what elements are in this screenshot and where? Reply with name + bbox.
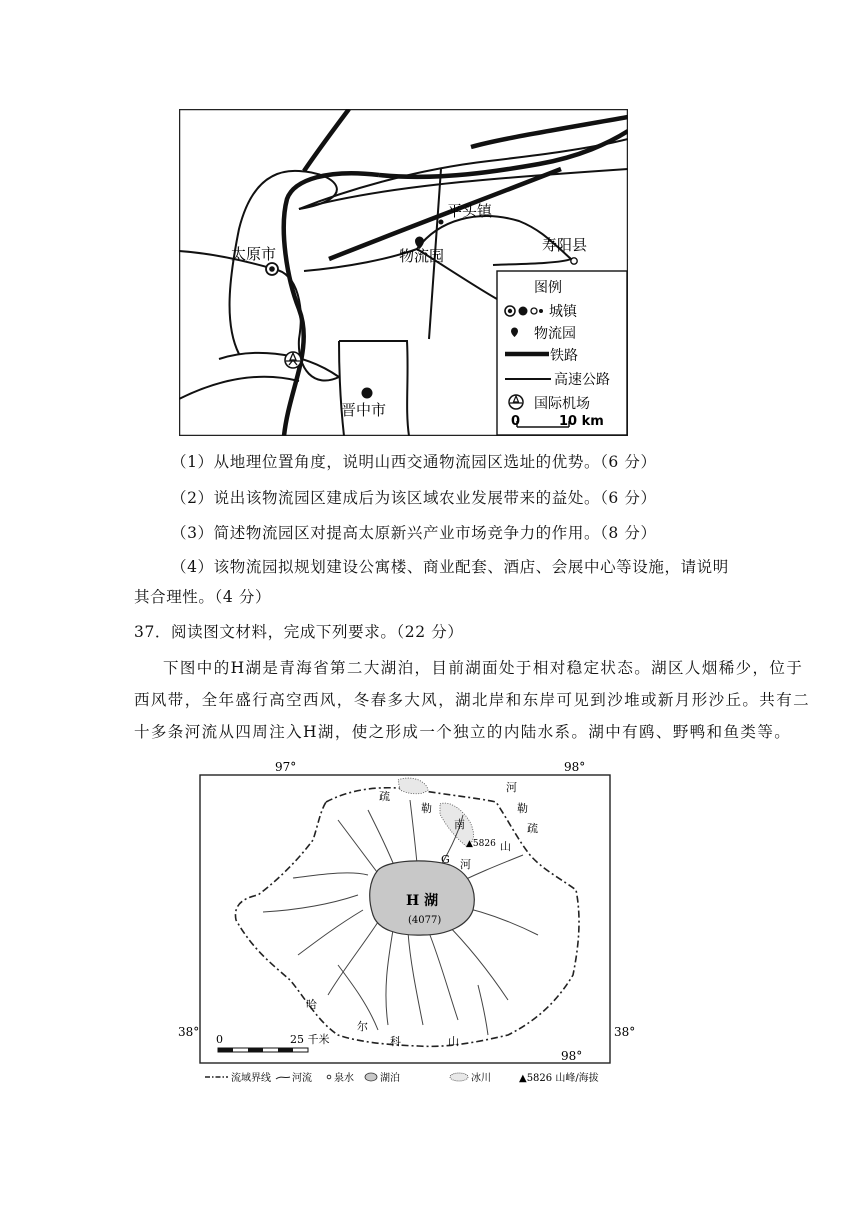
question-3: （3）简述物流园区对提高太原新兴产业市场竞争力的作用。（8 分） [171,524,657,542]
label-taiyuan: 太原市 [231,245,277,263]
question-1: （1）从地理位置角度，说明山西交通物流园区选址的优势。（6 分） [171,453,657,471]
material-line-1: 下图中的H湖是青海省第二大湖泊，目前湖面处于相对稳定状态。湖区人烟稀少，位于 [163,659,804,677]
legend-glacier: 冰川 [471,1073,491,1084]
lon-98-bottom: 98° [561,1049,583,1063]
material-line-3: 十多条河流从四周注入H湖，使之形成一个独立的内陆水系。湖中有鸥、野鸭和鱼类等。 [134,723,792,741]
lat-38-right: 38° [614,1025,636,1039]
legend-town: 城镇 [549,304,577,320]
label-he: 河 [460,858,471,871]
legend-airport: 国际机场 [534,396,590,412]
lake-name: H 湖 [406,893,439,909]
taiyuan-city-marker [266,263,278,275]
mountain-char: 勒 [517,802,528,815]
material-line-2: 西风带，全年盛行高空西风，冬春多大风，湖北岸和东岸可见到沙堆或新月形沙丘。共有二 [134,691,811,709]
logistics-map [179,109,628,436]
label-shouyang: 寿阳县 [542,236,588,254]
lon-98-top: 98° [564,760,586,774]
legend-park: 物流园 [534,326,576,342]
mountain-char: 疏 [527,822,538,835]
question-4-line-2: 其合理性。（4 分） [134,588,272,606]
label-jinzhong: 晋中市 [341,401,387,419]
legend-boundary: 流域界线 [231,1073,271,1084]
map1-legend [497,271,627,435]
legend-highway: 高速公路 [554,372,610,388]
legend-river: 河流 [292,1073,312,1084]
legend-peak: ▲5826 山峰/海拔 [519,1073,599,1084]
lon-97-top: 97° [275,760,297,774]
shouyang-county-marker [571,258,577,264]
lake-elevation: (4077) [408,915,442,926]
svg-text:25 千米: 25 千米 [290,1033,330,1046]
label-g: G [441,853,450,866]
svg-text:0: 0 [511,414,521,429]
question-37-heading: 37．阅读图文材料，完成下列要求。（22 分） [134,623,464,641]
map2-legend [205,1071,599,1084]
airport-icon [285,352,301,368]
question-4-line-1: （4）该物流园拟规划建设公寓楼、商业配套、酒店、会展中心等设施，请说明 [171,558,729,576]
legend-airport-icon [509,395,523,409]
label-pingtou: 平头镇 [447,202,493,220]
legend-title: 图例 [534,280,562,296]
mountain-char: 山 [500,840,511,853]
svg-text:10 km: 10 km [559,414,604,429]
label-wuliuyuan: 物流园 [399,247,445,265]
legend-lake: 湖泊 [380,1073,400,1084]
mountain-char: 南 [454,818,465,831]
mountain-char: 哈 [306,998,317,1011]
legend-railway: 铁路 [550,348,578,364]
question-2: （2）说出该物流园区建成后为该区域农业发展带来的益处。（6 分） [171,489,657,507]
lat-38-left: 38° [178,1025,200,1039]
svg-text:0: 0 [216,1033,223,1046]
mountain-char: 尔 [357,1020,368,1033]
mountain-char: 科 [390,1035,401,1048]
jinzhong-city-marker [362,388,373,399]
mountain-char: 疏 [379,790,390,803]
mountain-char: 山 [448,1035,459,1048]
pingtou-town-marker [439,220,444,225]
legend-spring: 泉水 [334,1073,354,1084]
mountain-char: 勒 [421,802,432,815]
mountain-char: 河 [506,781,517,794]
h-lake-basin-map [178,760,638,1094]
peak-5826: ▲5826 [466,839,496,849]
